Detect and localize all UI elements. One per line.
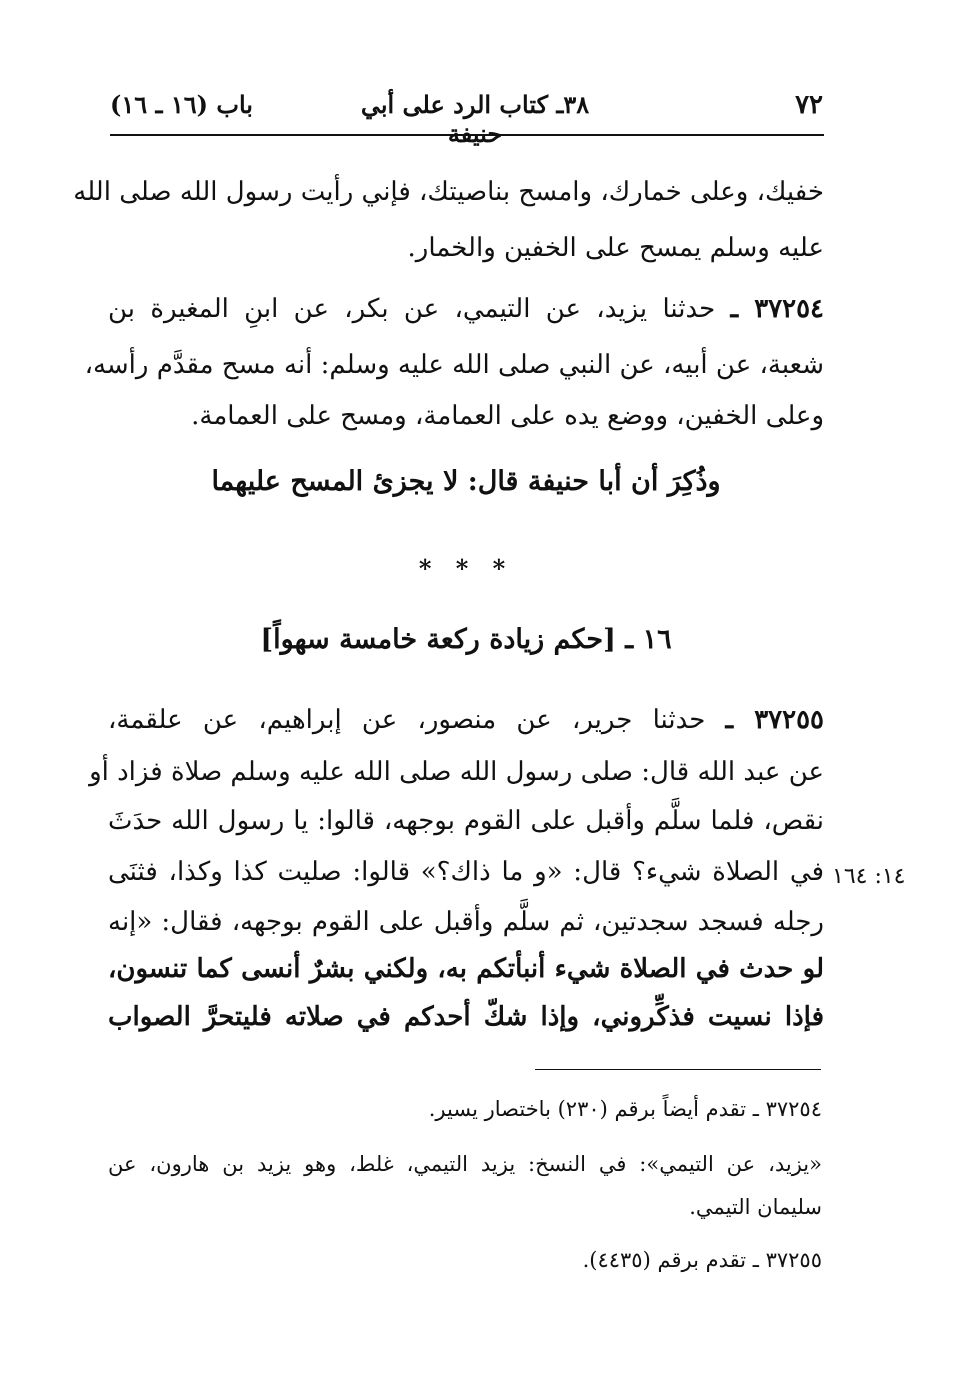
text-line: في الصلاة شيء؟ قال: «و ما ذاك؟» قالوا: صليت كذا وكذا، فثنَى <box>108 857 824 887</box>
text-line: خفيك، وعلى خمارك، وامسح بناصيتك، فإني رأيت رسول الله صلى الله <box>73 177 824 207</box>
text-line: عن عبد الله قال: صلى رسول الله صلى الله عليه وسلم صلاة فزاد أو <box>89 757 824 787</box>
text-line: فإذا نسيت فذكِّروني، وإذا شكّ أحدكم في صلاته فليتحرَّ الصواب <box>108 1002 824 1032</box>
text-line <box>108 289 824 329</box>
footnote-line: سليمان التيمي. <box>689 1195 822 1219</box>
section-heading: ١٦ ـ [حكم زيادة ركعة خامسة سهواً] <box>260 624 672 655</box>
text-line: لو حدث في الصلاة شيء أنبأتكم به، ولكني بشرٌ أنسى كما تنسون، <box>108 954 824 984</box>
footnote-rule <box>535 1069 821 1070</box>
footnote: ٣٧٢٥٥ ـ تقدم برقم (٤٤٣٥). <box>582 1248 822 1272</box>
running-book-title: ٣٨ـ كتاب الرد على أبي حنيفة <box>360 90 590 148</box>
hadith-number: ٣٧٢٥٥ ـ <box>725 705 825 735</box>
hadith-number: ٣٧٢٥٤ ـ <box>730 294 825 324</box>
text-line: نقص، فلما سلَّم وأقبل على القوم بوجهه، قالوا: يا رسول الله حدَثَ <box>108 806 824 836</box>
hadith-text: حدثنا يزيد، عن التيمي، عن بكر، عن ابنِ المغيرة بن <box>108 294 716 324</box>
abu-hanifa-statement: وذُكِرَ أن أبا حنيفة قال: لا يجزئ المسح عليهما <box>211 466 721 497</box>
text-line <box>108 700 824 740</box>
text-line: عليه وسلم يمسح على الخفين والخمار. <box>407 233 824 263</box>
page-number: ٧٢ <box>795 90 823 120</box>
hadith-text: حدثنا جرير، عن منصور، عن إبراهيم، عن علقمة، <box>108 705 706 735</box>
text-line: شعبة، عن أبيه، عن النبي صلى الله عليه وسلم: أنه مسح مقدَّم رأسه، <box>84 350 824 380</box>
section-separator: * * * <box>418 554 514 583</box>
margin-reference: ١٤: ١٦٤ <box>832 864 906 889</box>
footnote: ٣٧٢٥٤ ـ تقدم أيضاً برقم (٢٣٠) باختصار يسير. <box>428 1097 822 1121</box>
header-rule <box>110 134 824 136</box>
footnote-line: «يزيد، عن التيمي»: في النسخ: يزيد التيمي، غلط، وهو يزيد بن هارون، عن <box>108 1152 822 1176</box>
text-line: رجله فسجد سجدتين، ثم سلَّم وأقبل على القوم بوجهه، فقال: «إنه <box>108 907 824 937</box>
running-chapter: باب (١٦ ـ ١٦) <box>110 90 253 119</box>
text-line: وعلى الخفين، ووضع يده على العمامة، ومسح على العمامة. <box>191 401 824 431</box>
